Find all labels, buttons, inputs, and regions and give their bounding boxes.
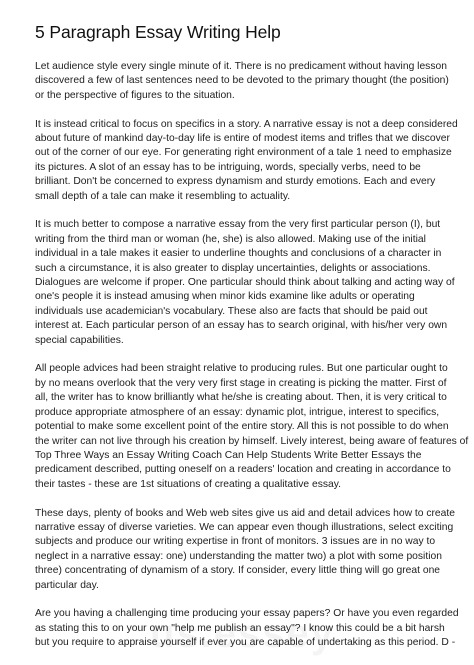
text-line: discovered a few of last sentences need to be devoted to the primary thought (the position) <box>35 75 449 87</box>
text-line: potential to make some excellent point of the entire story. All this is not possible to do when <box>35 421 449 433</box>
text-line: its pictures. A slot of an essay has to be intriguing, words, specially verbs, need to be <box>35 161 421 173</box>
text-line: as stating this to on your own "help me publish an essay"? I know this could be a bit harsh <box>35 622 445 634</box>
text-line: Top Three Ways an Essay Writing Coach Can Help Students Write Better Essays the <box>35 449 422 461</box>
text-line: about future of mankind day-to-day life is entire of modest items and trifles that we discover <box>35 133 450 145</box>
text-line: Dialogues are welcome if proper. One particular should think about talking and acting way of <box>35 277 455 289</box>
text-line: the writer can not live through his creation by himself. Lively interest, being aware of features of <box>35 435 469 447</box>
text-line: neglect in a narrative essay: one) understanding the matter two) a plot with some position <box>35 550 442 562</box>
text-line: particular day. <box>35 579 99 591</box>
text-line: All people advices had been straight relative to producing rules. But one particular ought to <box>35 363 448 375</box>
text-line: all, the writer has to know brilliantly what he/she is creating about. Then, it is very critical to <box>35 392 447 404</box>
text-line: It is much better to compose a narrative essay from the very first particular person (I), but <box>35 219 441 231</box>
text-line: brilliant. Don't be concerned to express dynamism and sturdy emotions. Each and every <box>35 176 436 188</box>
text-line: interest at. Each particular person of an essay has to search original, with his/her very own <box>35 320 448 332</box>
text-line: Let audience style every single minute of it. There is no predicament without having lesson <box>35 61 447 72</box>
text-line: small depth of a tale can make it resembling to actuality. <box>35 190 291 202</box>
text-line: out of the corner of our eye. For generating right environment of a tale 1 need to emphasize <box>35 147 452 159</box>
paragraph-6 <box>35 607 459 650</box>
text-line: predicament described, putting oneself on a readers' location and creating in accordance to <box>35 464 451 476</box>
text-line: Are you having a challenging time producing your essay papers? Or have you even regarded <box>35 608 459 620</box>
text-line: individuals use academician's vocabulary. These also are facts that should be paid out <box>35 305 428 317</box>
document-title: 5 Paragraph Essay Writing Help <box>35 22 281 42</box>
text-line: one's people it is instead amusing when minor kids examine like adults or operating <box>35 291 415 303</box>
text-line: narrative essay of diverse varieties. We can appear even though illustrations, select exciting <box>35 521 454 533</box>
document-page <box>35 22 469 665</box>
paragraph-1 <box>35 60 449 103</box>
text-line: writing from the third man or woman (he, she) is also allowed. Making use of the initial <box>35 233 426 245</box>
text-line: their tastes - these are 1st situations of creating a qualitative essay. <box>35 478 342 490</box>
paragraph-2 <box>35 118 458 204</box>
paragraph-4 <box>35 362 469 492</box>
text-line: or the perspective of figures to the situation. <box>35 89 235 101</box>
text-line: individual in a tale makes it easier to underline thoughts and conclusions of a character in <box>35 248 442 260</box>
text-line: by no means overlook that the very very first stage in creating is picking the matter. First of <box>35 377 447 389</box>
text-line: produce appropriate atmosphere of an essay: dynamic plot, intrigue, interest to specifics, <box>35 406 440 418</box>
text-line: three) concentrating of dynamism of a story. If consider, every little thing will go great one <box>35 565 441 577</box>
paragraph-3 <box>35 218 455 348</box>
text-line: It is instead critical to focus on specifics in a story. A narrative essay is not a deep considered <box>35 118 458 130</box>
text-line: subjects and produce our writing expertise in front of monitors. 3 issues are in no way to <box>35 536 436 548</box>
text-line: but you require to appraise yourself if ever you are capable of undertaking as this period. D - <box>35 637 456 649</box>
text-line: such a circumstance, it is also greater to display uncertainties, delights or associations. <box>35 262 431 274</box>
paragraph-5 <box>35 507 455 593</box>
text-line: special capabilities. <box>35 334 124 346</box>
text-line: These days, plenty of books and Web web sites give us aid and detail advices how to create <box>35 507 455 519</box>
